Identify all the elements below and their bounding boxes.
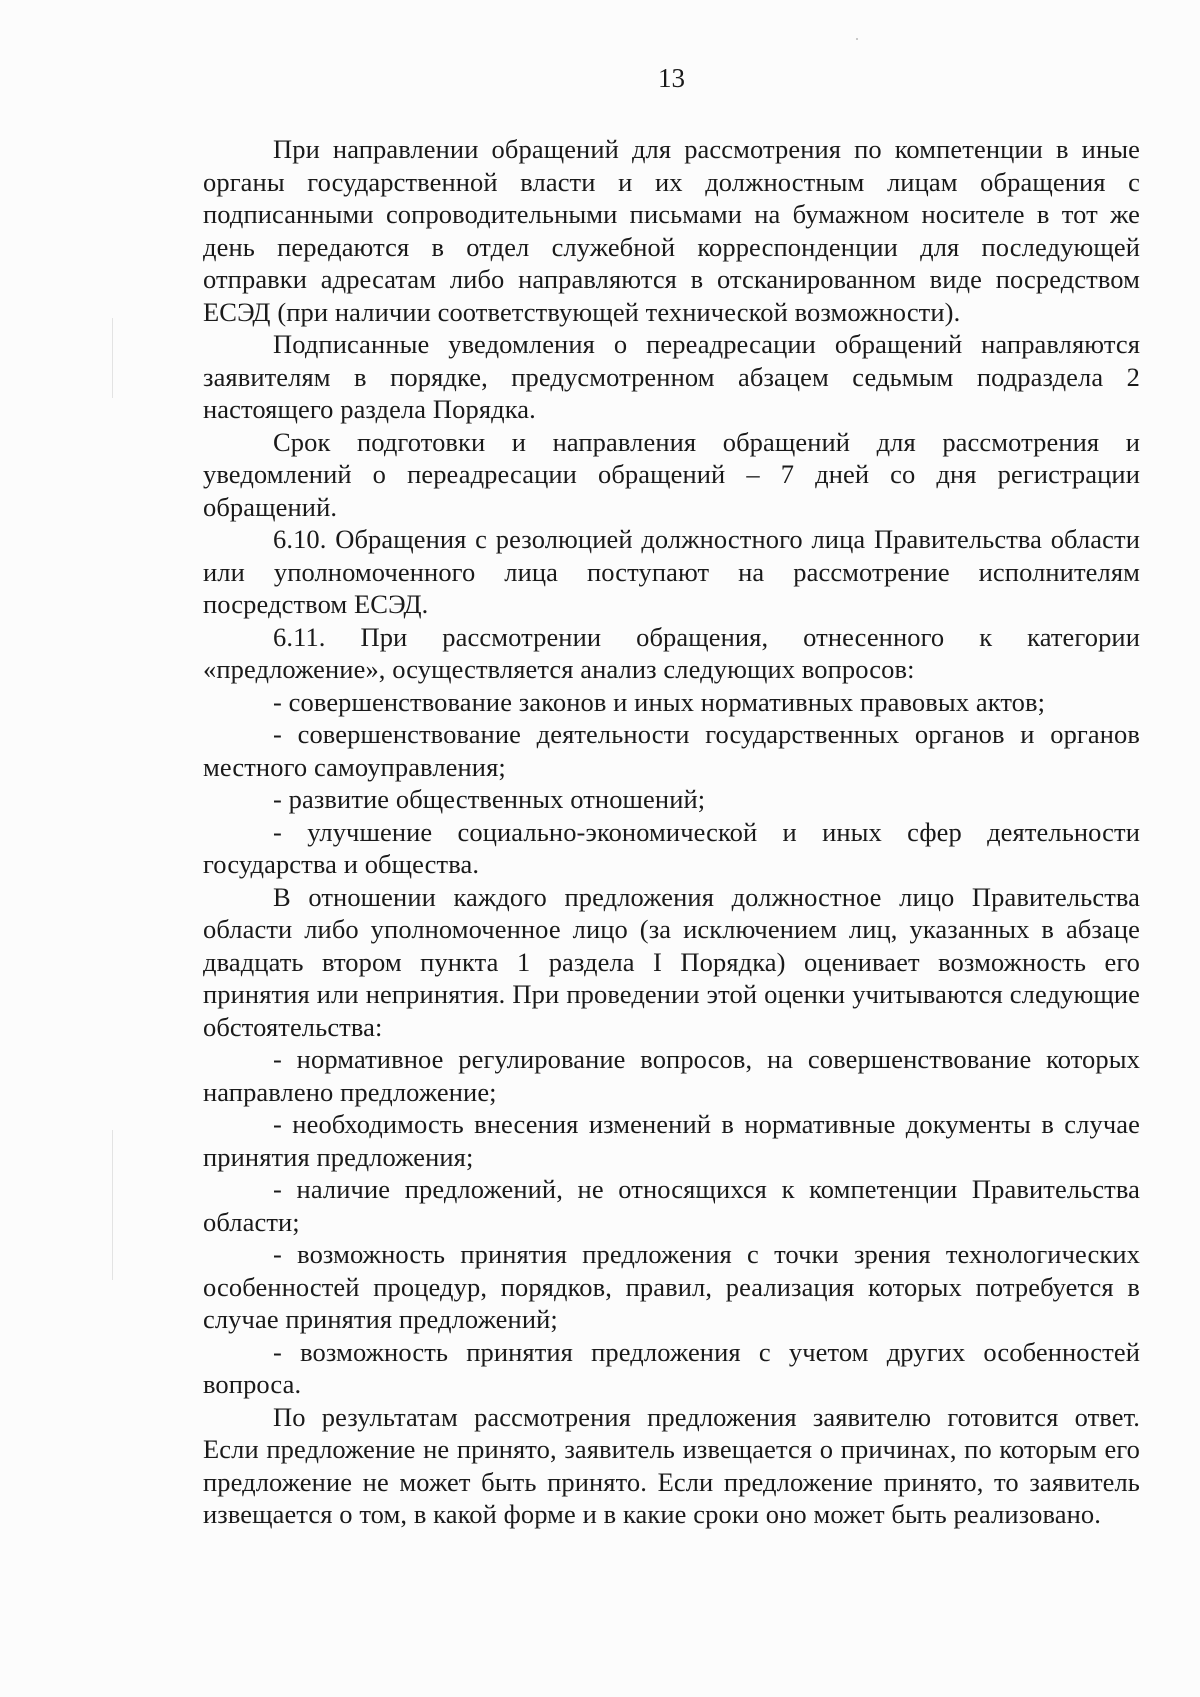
document-body — [203, 133, 1140, 1531]
scan-speck — [856, 38, 858, 40]
scan-edge-mark — [112, 1130, 113, 1280]
list-item: - совершенствование законов и иных нормативных правовых актов; — [273, 686, 1046, 717]
page-number: 13 — [658, 63, 685, 93]
paragraph: Подписанные уведомления о переадресации обращений направляются заявителям в порядке, предусмотренном абзацем седьмым подраздела 2 настоящего раздела Порядка. — [203, 329, 1140, 424]
list-item: - возможность принятия предложения с учетом других особенностей вопроса. — [203, 1336, 1140, 1399]
paragraph: В отношении каждого предложения должностное лицо Правительства области либо уполномоченное лицо (за исключением лиц, указанных в абзаце двадцать втором пункта 1 раздела I Порядка) оценивает возможность его принятия или непринятия. При проведении этой оценки учитываются следующие обстоятельства: — [203, 881, 1140, 1042]
list-item: - возможность принятия предложения с точки зрения технологических особенностей процедур, порядков, правил, реализация которых потребуется в случае принятия предложений; — [203, 1239, 1140, 1334]
paragraph: При направлении обращений для рассмотрения по компетенции в иные органы государственной власти и их должностным лицам обращения с подписанными сопроводительными письмами на бумажном носителе в тот же день передаются в отдел служебной корреспонденции для последующей отправки адресатам либо направляются в отсканированном виде посредством ЕСЭД (при наличии соответствующей технической возможности). — [203, 134, 1140, 327]
list-item: - развитие общественных отношений; — [273, 784, 706, 814]
list-item: - наличие предложений, не относящихся к компетенции Правительства области; — [203, 1174, 1140, 1237]
list-item: - необходимость внесения изменений в нормативные документы в случае принятия предложения; — [203, 1109, 1140, 1172]
list-item: - улучшение социально-экономической и иных сфер деятельности государства и общества. — [203, 816, 1140, 879]
section-6-10-paragraph: 6.10. Обращения с резолюцией должностного лица Правительства области или уполномоченного лица поступают на рассмотрение исполнителям посредством ЕСЭД. — [203, 524, 1140, 619]
list-item: - совершенствование деятельности государственных органов и органов местного самоуправления; — [203, 719, 1140, 782]
section-6-11-paragraph: 6.11. При рассмотрении обращения, отнесенного к категории «предложение», осуществляется анализ следующих вопросов: — [203, 621, 1140, 684]
paragraph: По результатам рассмотрения предложения заявителю готовится ответ. Если предложение не принято, заявитель извещается о причинах, по которым его предложение не может быть принято. Если предложение принято, то заявитель извещается о том, в какой форме и в какие сроки оно может быть реализовано. — [203, 1401, 1140, 1529]
list-item: - нормативное регулирование вопросов, на совершенствование которых направлено предложение; — [203, 1044, 1140, 1107]
paragraph: Срок подготовки и направления обращений для рассмотрения и уведомлений о переадресации обращений – 7 дней со дня регистрации обращений. — [203, 426, 1140, 522]
scan-edge-mark — [112, 318, 113, 398]
